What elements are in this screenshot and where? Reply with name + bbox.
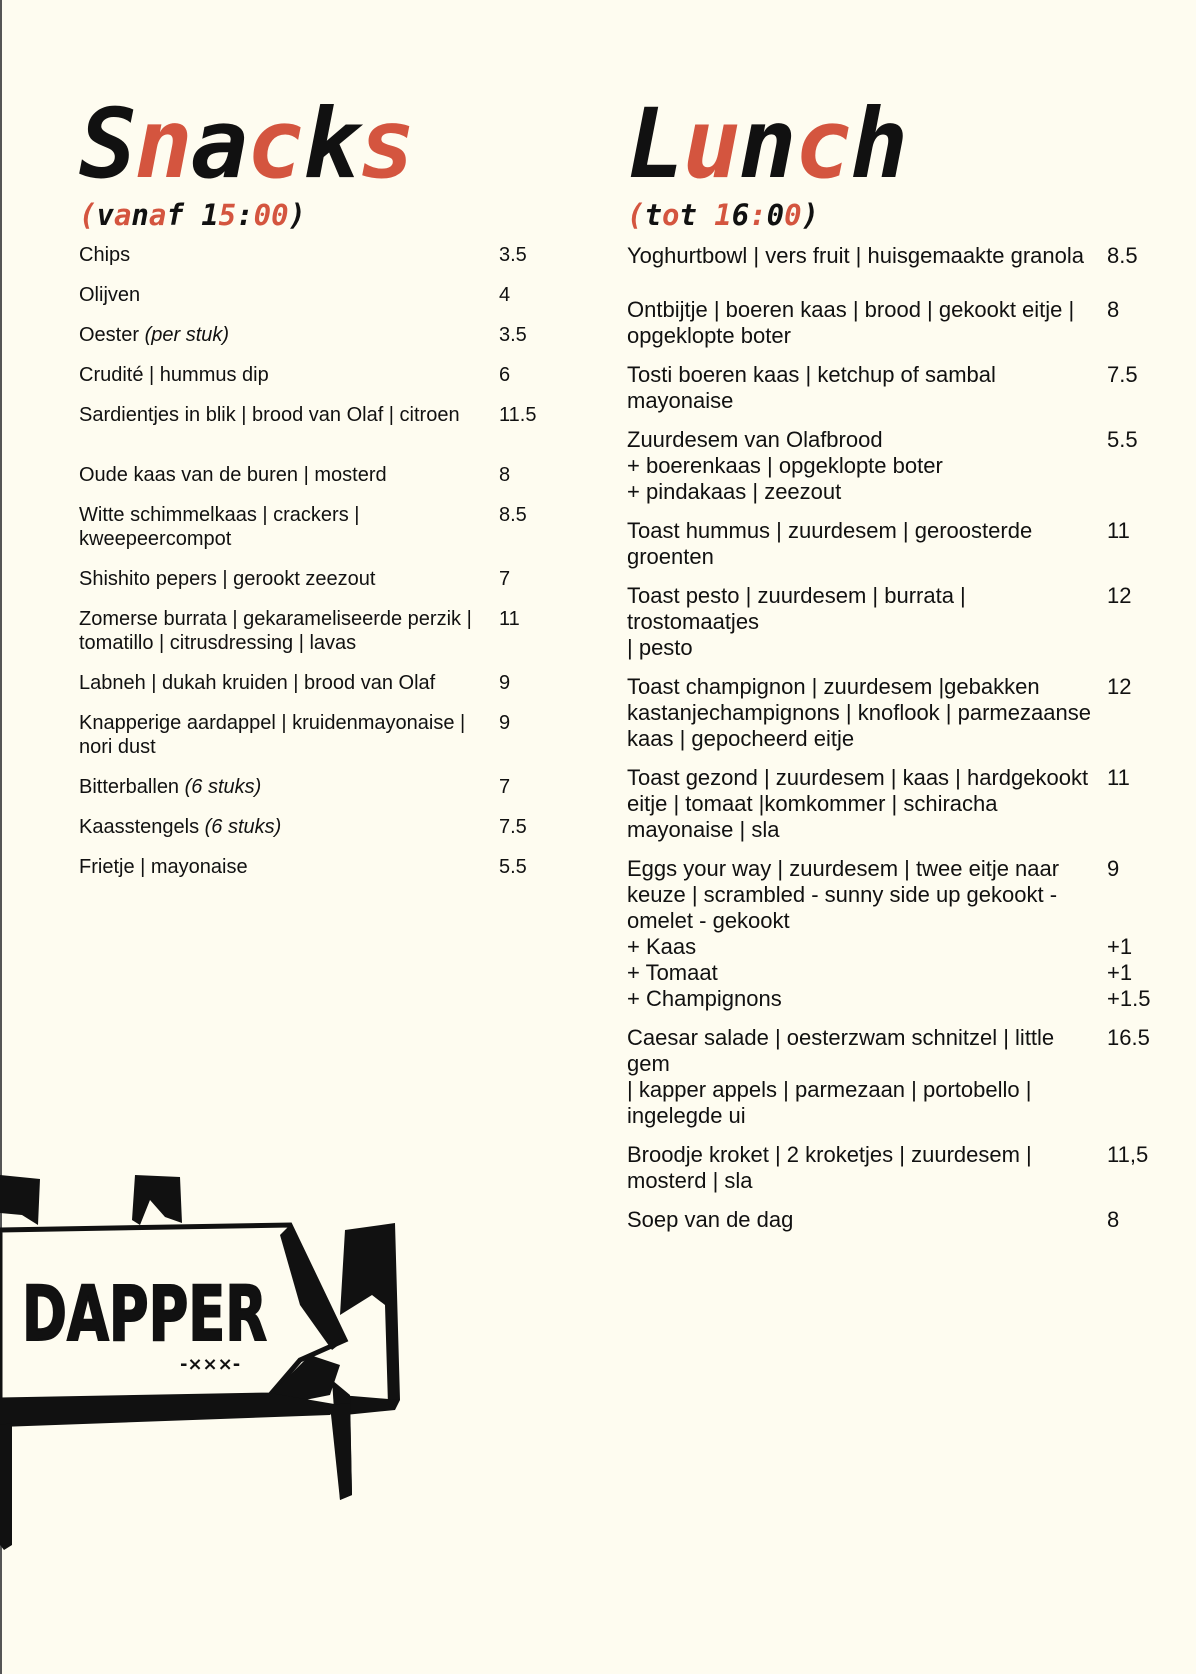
lunch-item [627,362,1167,414]
lunch-list [627,243,1167,1233]
lunch-subtitle-letter: 6 [731,198,750,232]
lunch-item-price: 5.5 [1107,427,1138,452]
snack-item-price: 11.5 [499,404,537,426]
lunch-heading [627,88,1167,200]
lunch-item-row [627,427,1167,505]
snack-item-name [79,243,499,267]
lunch-item-line: kastanjechampignons | knoflook | parmezaanse [627,700,1091,725]
logo-text: DAPPER [22,1269,267,1358]
lunch-item-price: 8 [1107,297,1120,322]
snack-item-name-text: Chips [79,244,131,266]
snack-item [79,463,559,487]
lunch-subtitle-letter: ( [627,198,645,232]
lunch-item-name [627,362,1097,414]
lunch-item-line: Yoghurtbowl | vers fruit | huisgemaakte granola [627,243,1084,268]
snack-item-name-text: Frietje | mayonaise [79,856,248,878]
snack-item-price: 7.5 [499,816,527,838]
lunch-item [627,1142,1167,1194]
lunch-item-line: opgeklopte boter [627,323,791,348]
lunch-item-line: Tosti boeren kaas | ketchup of sambal [627,362,996,387]
lunch-subtitle-letter: 1 [714,198,732,232]
snack-item [79,815,559,839]
snacks-subtitle-letter: 1 [201,198,219,232]
snack-item-name [79,503,499,551]
lunch-item-line: Toast champignon | zuurdesem |gebakken [627,674,1040,699]
lunch-item-name [627,1142,1097,1194]
snack-item-note: (6 stuks) [204,816,282,838]
snack-item-price: 3.5 [499,324,527,346]
dapper-logo-illustration [0,1165,420,1565]
lunch-item [627,297,1167,349]
lunch-item-line: Broodje kroket | 2 kroketjes | zuurdesem | [627,1142,1032,1167]
snack-item-price: 7 [499,568,511,590]
snacks-subtitle-letter: : [236,198,254,232]
lunch-item-row [627,518,1167,570]
lunch-title-letter: u [682,88,739,200]
snack-item-price: 9 [499,672,511,694]
lunch-item [627,1207,1167,1233]
lunch-item [627,674,1167,752]
lunch-item-row [627,765,1167,843]
lunch-item [627,856,1167,1012]
lunch-item-price: 8 [1107,1207,1120,1232]
snacks-title-letter: S [79,88,135,200]
snacks-subtitle-letter: 0 [271,198,289,232]
snacks-subtitle-letter: a [113,198,132,232]
snack-item [79,403,559,427]
snack-item-name-text: Knapperige aardappel | kruidenmayonaise | nori dust [79,712,466,758]
snack-item [79,671,559,695]
snack-item-price: 7 [499,776,511,798]
snack-item [79,567,559,591]
snack-item-price: 8.5 [499,504,527,526]
lunch-item-line: Caesar salade | oesterzwam schnitzel | little gem [627,1025,1055,1076]
lunch-item-line: | kapper appels | parmezaan | portobello | [627,1077,1032,1102]
lunch-item-row [627,856,1167,934]
lunch-item-row [627,674,1167,752]
lunch-item-price: 11 [1107,518,1130,543]
snack-item-price: 4 [499,284,511,306]
lunch-item-line: Ontbijtje | boeren kaas | brood | gekookt eitje | [627,297,1075,322]
lunch-subtitle-letter: o [661,198,680,232]
lunch-item-price: 8.5 [1107,243,1138,268]
snack-item-price: 5.5 [499,856,527,878]
lunch-subtitle-letter: 0 [784,198,802,232]
logo-subtext: -×××- [180,1354,241,1375]
lunch-title-letter: c [794,88,851,200]
lunch-item-name [627,1025,1097,1129]
lunch-extra-option [627,986,1167,1012]
lunch-item-line: mayonaise [627,388,734,413]
snack-item-name-text: Oester [79,324,145,346]
snack-item-name-text: Labneh | dukah kruiden | brood van Olaf [79,672,436,694]
lunch-title-letter: n [738,88,795,200]
snack-item-price: 6 [499,364,511,386]
lunch-item [627,1025,1167,1129]
lunch-item-row [627,1142,1167,1194]
lunch-item [627,243,1167,269]
lunch-item-line: + boerenkaas | opgeklopte boter [627,453,943,478]
lunch-item-line: groenten [627,544,714,569]
lunch-extra-price: +1 [1107,934,1133,959]
snack-item-name [79,711,499,759]
lunch-item-line: Toast hummus | zuurdesem | geroosterde [627,518,1033,543]
lunch-item-row [627,243,1167,269]
snack-item-name [79,775,499,799]
lunch-subtitle [627,197,1167,233]
snack-item-name [79,567,499,591]
snack-item-name-text: Bitterballen [79,776,185,798]
snacks-subtitle-letter: n [131,198,149,232]
lunch-item-line: Soep van de dag [627,1207,794,1232]
snacks-title-letter: k [302,88,358,200]
snacks-subtitle-letter: 5 [218,198,237,232]
lunch-item-line: ingelegde ui [627,1103,746,1128]
snack-item-note: (per stuk) [144,324,230,346]
lunch-item [627,427,1167,505]
snack-item-name [79,815,499,839]
snacks-subtitle-letter: v [96,198,114,232]
lunch-extra-option [627,960,1167,986]
snacks-subtitle [79,197,559,233]
lunch-item-price: 9 [1107,856,1120,881]
snack-item-name [79,855,499,879]
snack-item [79,363,559,387]
lunch-subtitle-letter: : [749,198,767,232]
snacks-title-letter: a [190,88,247,200]
snacks-subtitle-letter: ( [79,198,97,232]
lunch-subtitle-letter: t [644,198,662,232]
lunch-item-line: kaas | gepocheerd eitje [627,726,855,751]
lunch-item-price: 12 [1107,674,1132,699]
lunch-item-row [627,297,1167,349]
snack-item-name-text: Crudité | hummus dip [79,364,269,386]
lunch-extra-price: +1.5 [1107,986,1151,1011]
lunch-subtitle-letter: 0 [766,198,785,232]
snack-item [79,607,559,655]
snacks-title-letter: s [357,88,414,200]
snack-item-name-text: Sardientjes in blik | brood van Olaf | citroen [79,404,460,426]
snacks-section [79,88,559,895]
lunch-item-line: mayonaise | sla [627,817,780,842]
lunch-extra-name: + Champignons [627,986,782,1011]
lunch-item [627,583,1167,661]
lunch-item-price: 11 [1107,765,1130,790]
lunch-extra-price: +1 [1107,960,1133,985]
lunch-subtitle-letter: ) [801,198,820,232]
snack-item-name-text: Witte schimmelkaas | crackers | kweepeercompot [79,504,360,550]
lunch-item-row [627,362,1167,414]
snack-item-name-text: Shishito pepers | gerookt zeezout [79,568,376,590]
lunch-extra-option [627,934,1167,960]
lunch-item-row [627,1207,1167,1233]
snack-item-name-text: Zomerse burrata | gekarameliseerde perzik | tomatillo | citrusdressing | lavas [79,608,472,654]
lunch-item-price: 7.5 [1107,362,1138,387]
lunch-item-line: | pesto [627,635,693,660]
lunch-subtitle-letter: t [679,198,697,232]
lunch-item-name [627,674,1097,752]
lunch-item-name [627,297,1097,349]
snack-item-name [79,607,499,655]
lunch-item-price: 12 [1107,583,1132,608]
snack-item-name [79,363,499,387]
snack-item-price: 9 [499,712,511,734]
snack-item-name [79,283,499,307]
snack-item-name [79,671,499,695]
lunch-title-letter: L [627,88,683,200]
lunch-item-name [627,243,1097,269]
snacks-subtitle-letter: f [166,198,184,232]
lunch-extra-name: + Tomaat [627,960,718,985]
snacks-heading [79,88,559,200]
snack-item [79,775,559,799]
lunch-item-name [627,518,1097,570]
lunch-item-name [627,1207,1097,1233]
lunch-item-name [627,583,1097,661]
snacks-subtitle-letter: a [148,198,167,232]
snacks-subtitle-letter: ) [288,198,307,232]
lunch-item-row [627,1025,1167,1129]
snack-item-name-text: Olijven [79,284,141,306]
lunch-item [627,518,1167,570]
lunch-item-row [627,583,1167,661]
snack-item [79,503,559,551]
snack-item-name-text: Oude kaas van de buren | mosterd [79,464,387,486]
snacks-subtitle-letter: 0 [253,198,272,232]
lunch-item-line: omelet - gekookt [627,908,790,933]
snack-item-price: 8 [499,464,511,486]
lunch-extra-name: + Kaas [627,934,697,959]
lunch-item-line: Toast gezond | zuurdesem | kaas | hardgekookt [627,765,1089,790]
snack-item-note: (6 stuks) [184,776,262,798]
snack-item [79,283,559,307]
lunch-item-line: Toast pesto | zuurdesem | burrata | trostomaatjes [627,583,966,634]
snack-item-name [79,463,499,487]
lunch-item-price: 11,5 [1107,1142,1149,1167]
snack-item-name-text: Kaasstengels [79,816,205,838]
snack-item [79,243,559,267]
lunch-item-line: eitje | tomaat |komkommer | schiracha [627,791,998,816]
lunch-item [627,765,1167,843]
snack-item-name [79,323,499,347]
lunch-title-letter: h [850,88,906,200]
snacks-title-letter: c [246,88,303,200]
snack-item-price: 11 [499,608,520,630]
snack-item-price: 3.5 [499,244,527,266]
snack-item [79,323,559,347]
lunch-section [627,88,1167,1246]
lunch-item-line: Eggs your way | zuurdesem | twee eitje naar [627,856,1060,881]
lunch-item-line: keuze | scrambled - sunny side up gekookt - [627,882,1058,907]
snack-item [79,855,559,879]
lunch-item-line: Zuurdesem van Olafbrood [627,427,883,452]
lunch-item-name [627,765,1097,843]
snacks-title-letter: n [134,88,191,200]
snacks-list [79,243,559,879]
lunch-item-line: + pindakaas | zeezout [627,479,842,504]
snack-item [79,711,559,759]
lunch-item-name [627,856,1097,934]
snack-item-name [79,403,499,427]
lunch-item-name [627,427,1097,505]
lunch-item-price: 16.5 [1107,1025,1150,1050]
lunch-item-line: mosterd | sla [627,1168,753,1193]
